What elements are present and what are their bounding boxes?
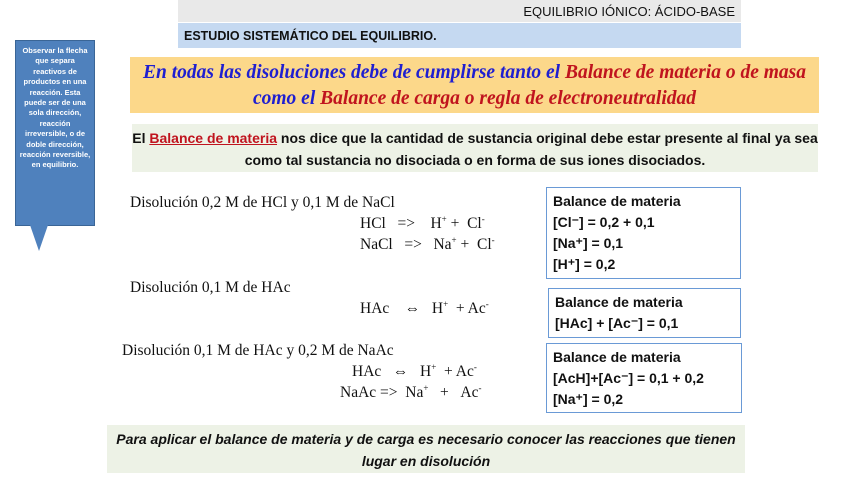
main-statement bbox=[130, 57, 819, 113]
example1-box-line2: [Na⁺] = 0,1 bbox=[553, 235, 624, 251]
example2-balance-box bbox=[548, 288, 741, 338]
example2-box-line1: [HAc] + [Ac⁻] = 0,1 bbox=[555, 315, 679, 331]
example1-reaction2: NaCl => Na+ + Cl- bbox=[360, 234, 495, 253]
example1-reaction1: HCl => H+ + Cl- bbox=[360, 213, 485, 232]
example3-reaction2: NaAc => Na+ + Ac- bbox=[340, 382, 482, 401]
footer-note: Para aplicar el balance de materia y de carga es necesario conocer las reacciones que tienen lugar en disolución bbox=[107, 425, 745, 473]
example1-title: Disolución 0,2 M de HCl y 0,1 M de NaCl bbox=[130, 194, 395, 211]
subheader-title: ESTUDIO SISTEMÁTICO DEL EQUILIBRIO. bbox=[184, 29, 437, 43]
example3-box-line1: [AcH]+[Ac⁻] = 0,1 + 0,2 bbox=[553, 370, 704, 386]
statement-part4: Balance de carga o regla de electroneutralidad bbox=[320, 88, 697, 109]
definition-part1: El bbox=[132, 130, 150, 146]
statement-part1: En todas las disoluciones debe de cumplirse tanto el bbox=[142, 62, 565, 83]
header-title: EQUILIBRIO IÓNICO: ÁCIDO-BASE bbox=[523, 4, 735, 19]
definition-box bbox=[132, 124, 818, 172]
example1-box-title: Balance de materia bbox=[553, 193, 681, 209]
example3-box-title: Balance de materia bbox=[553, 349, 681, 365]
example2-title: Disolución 0,1 M de HAc bbox=[130, 279, 291, 296]
example1-box-line3: [H⁺] = 0,2 bbox=[553, 256, 616, 272]
example2-reaction1: HAc ⇔ H+ + Ac- bbox=[360, 298, 489, 317]
callout-note: Observar la flecha que separa reactivos de productos en una reacción. Esta puede ser de una sola dirección, reacción irreversible, o de doble dirección, reacción reversible, en equilibrio. bbox=[15, 40, 95, 226]
definition-part2: nos dice que la cantidad de sustancia original debe estar presente al final ya sea como tal sustancia no disociada o en forma de sus iones disociados. bbox=[244, 130, 818, 168]
statement-part3: como el bbox=[252, 88, 321, 109]
example3-reaction1: HAc ⇔ H+ + Ac- bbox=[352, 361, 477, 380]
header-bar bbox=[178, 0, 741, 22]
definition-link[interactable]: Balance de materia bbox=[149, 130, 277, 146]
callout-tail bbox=[30, 225, 48, 251]
example1-balance-box bbox=[546, 187, 741, 279]
example3-box-line2: [Na⁺] = 0,2 bbox=[553, 391, 624, 407]
example3-title: Disolución 0,1 M de HAc y 0,2 M de NaAc bbox=[122, 342, 394, 359]
example1-box-line1: [Cl⁻] = 0,2 + 0,1 bbox=[553, 214, 655, 230]
subheader-bar bbox=[178, 23, 741, 48]
statement-part2: Balance de materia o de masa bbox=[564, 62, 806, 83]
example3-balance-box bbox=[546, 343, 742, 413]
example2-box-title: Balance de materia bbox=[555, 294, 683, 310]
